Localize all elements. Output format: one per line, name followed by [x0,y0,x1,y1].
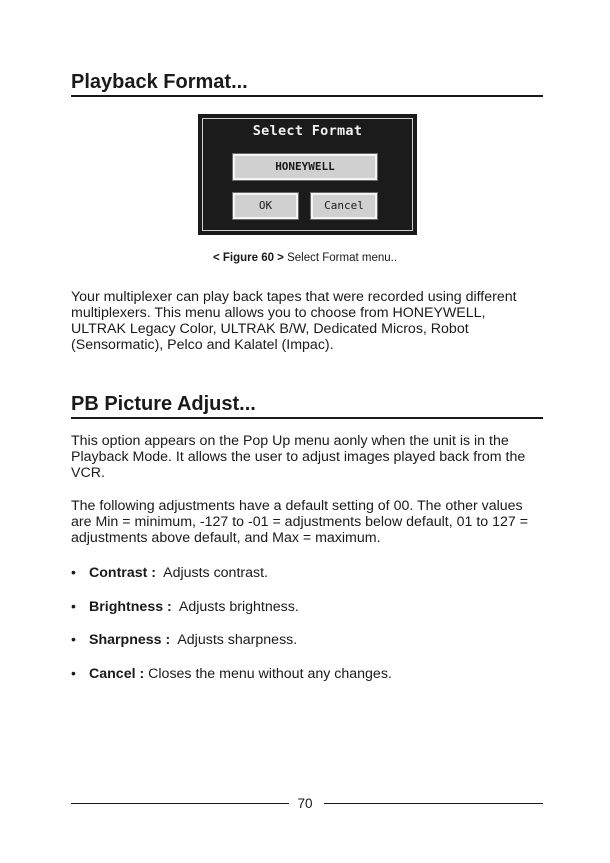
pb-adjust-paragraph-1 [71,433,547,481]
bullet-icon: • [71,564,76,580]
section-heading-playback-format: Playback Format... [71,70,543,97]
pb-adjust-paragraph-2 [71,498,547,546]
bullet-desc: Adjusts brightness. [178,599,299,615]
paragraph-line: Your multiplexer can play back tapes that were recorded using different [71,289,517,305]
figure-label: < Figure 60 > [212,252,284,264]
page-number: 70 [297,796,313,811]
paragraph-line: multiplexers. This menu allows you to choose from HONEYWELL, [71,305,486,321]
select-format-dialog [198,114,417,235]
bullet-desc: Adjusts contrast. [163,565,268,581]
bullet-term: Brightness : [89,599,172,615]
list-item-sharpness [71,631,297,648]
list-item-contrast [71,564,268,581]
paragraph-line: (Sensormatic), Pelco and Kalatel (Impac). [71,337,334,353]
paragraph-line: This option appears on the Pop Up menu aonly when the unit is in the [71,433,509,449]
figure-caption-text: Select Format menu.. [287,252,398,264]
bullet-term: Cancel : [89,666,145,682]
paragraph-line: are Min = minimum, -127 to -01 = adjustments below default, 01 to 127 = [71,514,529,530]
figure-caption [0,251,610,265]
cancel-button[interactable]: Cancel [311,193,377,219]
footer-rule-right [324,803,543,804]
format-select-button[interactable]: HONEYWELL [233,154,377,180]
paragraph-line: adjustments above default, and Max = maximum. [71,530,381,546]
paragraph-line: The following adjustments have a default setting of 00. The other values [71,498,523,514]
dialog-title: Select Format [252,123,363,139]
bullet-term: Contrast : [89,565,156,581]
ok-button[interactable]: OK [233,193,298,219]
list-item-brightness [71,598,299,615]
section-heading-pb-picture-adjust: PB Picture Adjust... [71,392,543,419]
paragraph-line: VCR. [71,465,105,481]
bullet-icon: • [71,631,76,647]
list-item-cancel [71,665,392,682]
paragraph-line: Playback Mode. It allows the user to adjust images played back from the [71,449,526,465]
bullet-term: Sharpness : [89,632,171,648]
bullet-desc: Adjusts sharpness. [177,632,298,648]
bullet-icon: • [71,665,76,681]
paragraph-line: ULTRAK Legacy Color, ULTRAK B/W, Dedicated Micros, Robot [71,321,469,337]
bullet-icon: • [71,598,76,614]
playback-format-paragraph [71,289,547,353]
bullet-desc: Closes the menu without any changes. [148,666,392,682]
